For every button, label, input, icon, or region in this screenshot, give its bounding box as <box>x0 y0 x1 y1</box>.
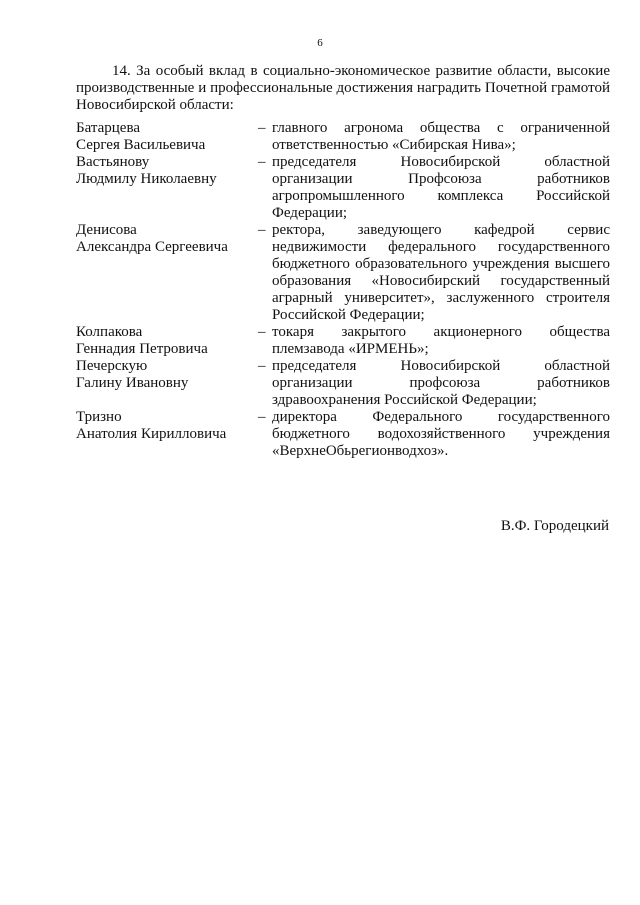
awardee-given-names: Галину Ивановну <box>76 375 189 391</box>
awardee-description: главного агронома общества с ограниченной ответственностью «Сибирская Нива»; <box>272 120 610 153</box>
awardee-row <box>76 154 610 222</box>
award-intro-paragraph <box>76 63 610 114</box>
awardee-description: председателя Новосибирской областной организации Профсоюза работников агропромышленного комплекса Российской Федерации; <box>272 154 610 221</box>
awardee-description: токаря закрытого акционерного общества племзавода «ИРМЕНЬ»; <box>272 324 610 357</box>
awardee-name <box>76 409 258 460</box>
awardee-surname: Печерскую <box>76 358 148 374</box>
dash-separator: – <box>258 324 266 340</box>
dash-separator: – <box>258 409 266 425</box>
awardee-description: председателя Новосибирской областной организации профсоюза работников здравоохранения Российской Федерации; <box>272 358 610 408</box>
awardee-row <box>76 358 610 409</box>
dash-separator: – <box>258 358 266 374</box>
dash-separator: – <box>258 154 266 170</box>
awardee-description: директора Федерального государственного бюджетного водохозяйственного учреждения «ВерхнеОбьрегионводхоз». <box>272 409 610 459</box>
awardee-surname: Денисова <box>76 222 137 238</box>
signatory-name: В.Ф. Городецкий <box>500 518 609 534</box>
awardee-given-names: Анатолия Кирилловича <box>76 426 227 442</box>
awardee-given-names: Геннадия Петровича <box>76 341 208 357</box>
awardee-given-names: Людмилу Николаевну <box>76 171 217 187</box>
awardee-name <box>76 222 258 324</box>
awardee-row <box>76 222 610 324</box>
awardee-row <box>76 324 610 358</box>
awardee-row <box>76 409 610 460</box>
dash-separator: – <box>258 120 266 136</box>
page-number: 6 <box>317 37 323 49</box>
awardee-row <box>76 120 610 154</box>
awardee-list <box>76 120 610 460</box>
awardee-name <box>76 120 258 154</box>
awardee-description: ректора, заведующего кафедрой сервис недвижимости федерального государственного бюджетного образовательного учреждения высшего образования «Новосибирский государственный аграрный университет», заслуженного строителя Российской Федерации; <box>272 222 610 323</box>
awardee-name <box>76 154 258 222</box>
awardee-name <box>76 358 258 409</box>
dash-separator: – <box>258 222 266 238</box>
awardee-given-names: Сергея Васильевича <box>76 137 206 153</box>
awardee-surname: Вастьянову <box>76 154 150 170</box>
awardee-surname: Тризно <box>76 409 122 425</box>
awardee-name <box>76 324 258 358</box>
award-intro-text: 14. За особый вклад в социально-экономическое развитие области, высокие производственные и профессиональные достижения наградить Почетной грамотой Новосибирской области: <box>76 63 610 113</box>
awardee-surname: Колпакова <box>76 324 143 340</box>
awardee-given-names: Александра Сергеевича <box>76 239 228 255</box>
awardee-surname: Батарцева <box>76 120 141 136</box>
